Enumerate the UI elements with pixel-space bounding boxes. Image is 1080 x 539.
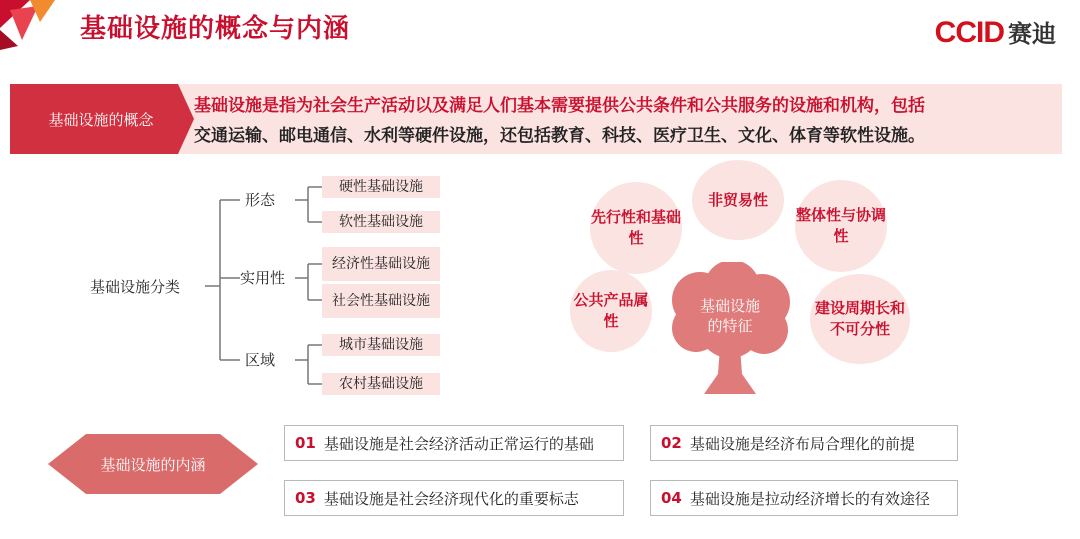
connotation-item-1 <box>284 425 624 461</box>
page-title: 基础设施的概念与内涵 <box>80 14 351 44</box>
feature-circle-3: 整体性与协调性 <box>795 180 887 272</box>
tree-center-label: 基础设施的特征 <box>699 297 760 335</box>
feature-circle-5: 建设周期长和不可分性 <box>810 274 910 364</box>
connotation-text-3: 基础设施是社会经济现代化的重要标志 <box>323 489 579 508</box>
connotation-label: 基础设施的内涵 <box>100 455 206 474</box>
feature-circle-4: 公共产品属性 <box>570 270 652 352</box>
connotation-text-1: 基础设施是社会经济活动正常运行的基础 <box>323 434 594 453</box>
leaf-economic-infra: 经济性基础设施 <box>322 247 440 281</box>
concept-text-line2: 交通运输、邮电通信、水利等硬件设施，还包括教育、科技、医疗卫生、文化、体育等软性设施。 <box>194 126 925 146</box>
leaf-rural-infra: 农村基础设施 <box>322 373 440 395</box>
leaf-social-infra: 社会性基础设施 <box>322 284 440 318</box>
feature-circle-2: 非贸易性 <box>692 160 784 240</box>
classification-root: 基础设施分类 <box>90 278 181 296</box>
connotation-item-2 <box>650 425 958 461</box>
connotation-text-2: 基础设施是经济布局合理化的前提 <box>689 434 915 453</box>
group-label-utility: 实用性 <box>240 269 286 287</box>
group-label-region: 区域 <box>245 351 276 369</box>
connotation-num-2: 02 <box>661 434 682 452</box>
ccid-logo <box>935 14 1056 50</box>
connotation-text-4: 基础设施是拉动经济增长的有效途径 <box>689 489 930 508</box>
leaf-soft-infra: 软性基础设施 <box>322 211 440 233</box>
concept-label: 基础设施的概念 <box>48 110 154 129</box>
leaf-hard-infra: 硬性基础设施 <box>322 176 440 198</box>
connotation-item-4 <box>650 480 958 516</box>
group-label-form: 形态 <box>245 191 276 209</box>
tree-icon <box>660 262 800 412</box>
feature-circle-1: 先行性和基础性 <box>590 182 682 274</box>
concept-text-line1: 基础设施是指为社会生产活动以及满足人们基本需要提供公共条件和公共服务的设施和机构，包括 <box>194 96 925 116</box>
connotation-num-1: 01 <box>295 434 316 452</box>
leaf-urban-infra: 城市基础设施 <box>322 334 440 356</box>
logo-main: CCID <box>934 16 1004 49</box>
connotation-item-3 <box>284 480 624 516</box>
connotation-num-4: 04 <box>661 489 682 507</box>
connotation-num-3: 03 <box>295 489 316 507</box>
logo-cn: 赛迪 <box>1008 20 1056 48</box>
